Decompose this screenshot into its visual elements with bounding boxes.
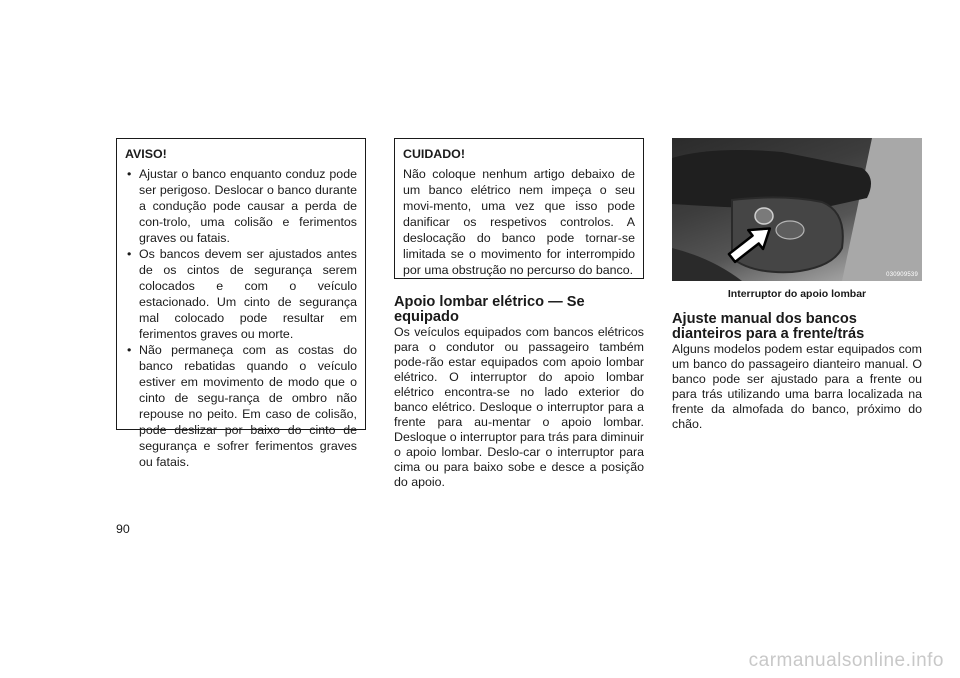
warning-list xyxy=(125,166,357,470)
figure-code: 030909539 xyxy=(886,272,918,278)
warning-item: • Os bancos devem ser ajustados antes de os cintos de segurança serem colocados e com o veículo estacionado. Um cinto de segurança mal colocado pode resultar em ferimentos graves ou morte. xyxy=(125,246,357,342)
caution-title: CUIDADO! xyxy=(403,147,465,161)
lumbar-section xyxy=(394,295,644,490)
caution-box xyxy=(394,138,644,279)
lumbar-switch-photo xyxy=(672,138,922,281)
warning-title: AVISO! xyxy=(125,147,167,161)
left-column xyxy=(116,138,366,469)
manual-adjust-text: Alguns modelos podem estar equipados com um banco do passageiro dianteiro manual. O banco pode ser ajustado para a frente ou para trás utilizando uma barra localizada na frente da almofada do banco, próximo do chão. xyxy=(672,342,922,431)
manual-adjust-section xyxy=(672,312,922,432)
seat-illustration xyxy=(672,138,922,281)
manual-adjust-heading: Ajuste manual dos bancos dianteiros para a frente/trás xyxy=(672,311,865,342)
caution-text: Não coloque nenhum artigo debaixo de um banco elétrico nem impeça o seu movi-mento, uma vez que isso pode danificar os respetivos controlos. A deslocação do banco pode tornar-se limitada se o movimento for interrompido por uma obstrução no percurso do banco. xyxy=(403,167,635,277)
middle-column xyxy=(394,138,644,490)
lumbar-heading: Apoio lombar elétrico — Se equipado xyxy=(394,294,585,325)
figure-caption: Interruptor do apoio lombar xyxy=(727,288,867,300)
warning-item: • Ajustar o banco enquanto conduz pode ser perigoso. Deslocar o banco durante a condução pode causar a perda de con-trolo, uma colisão e ferimentos graves ou fatais. xyxy=(125,166,357,246)
watermark: carmanualsonline.info xyxy=(748,650,944,671)
lumbar-switch-knob xyxy=(755,208,773,224)
warning-box xyxy=(116,138,366,469)
page-number: 90 xyxy=(116,522,130,536)
lumbar-text: Os veículos equipados com bancos elétricos para o condutor ou passageiro também pode-rão estar equipados com apoio lombar elétrico. O interruptor do apoio lombar elétrico encontra-se no lado exterior do banco elétrico. Desloque o interruptor para a frente para au-mentar o apoio lombar. Desloque o interruptor para trás para diminuir o apoio lombar. Deslo-car o interruptor para cima ou para baixo sobe e desce a posição do apoio. xyxy=(394,325,645,489)
seat-control-switch xyxy=(776,221,804,239)
warning-item: • Não permaneça com as costas do banco rebatidas quando o veículo estiver em movimento de modo que o cinto de segu-rança de ombro não repouse no peito. Em caso de colisão, pode deslizar por baixo do cinto de segurança e sofrer ferimentos graves ou fatais. xyxy=(125,342,357,470)
door-panel-shape xyxy=(842,138,922,281)
right-column xyxy=(672,138,922,432)
